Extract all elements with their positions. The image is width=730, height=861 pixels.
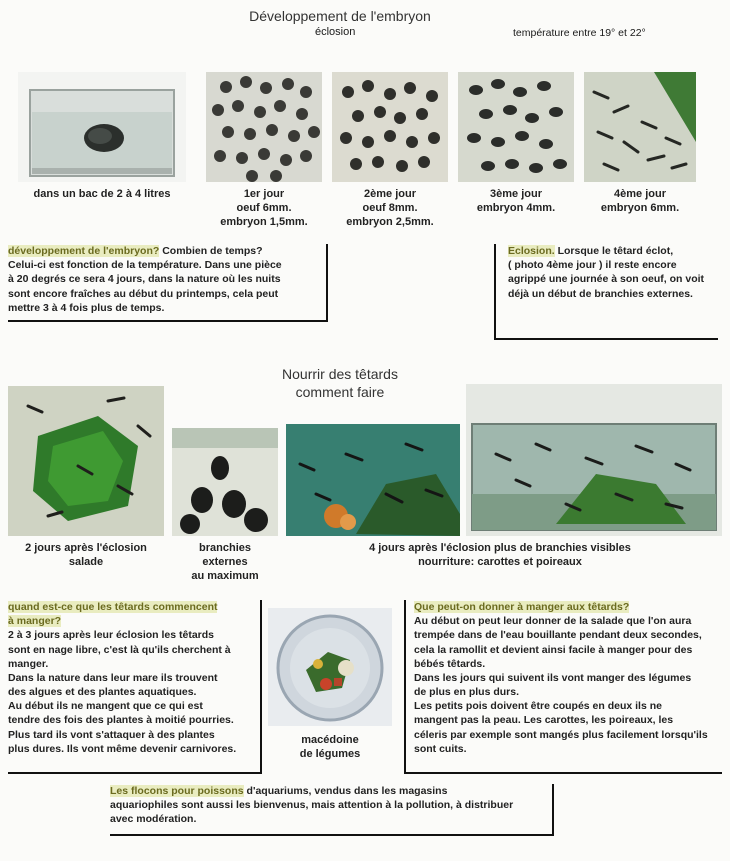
photo-carrots [286,424,460,536]
caption-tank: dans un bac de 2 à 4 litres [33,188,171,200]
photo-gills [172,428,278,536]
caption-day4: 4ème jour embryon 6mm. [600,188,680,214]
caption-day2: 2ème jour oeuf 8mm. embryon 2,5mm. [346,188,434,228]
development-line: Celui-ci est fonction de la température. Dans une pièce [8,259,282,272]
what-line: céleris par exemple sont mangés plus facilement lorsqu'ils [414,728,708,741]
box-when [8,600,262,774]
what-line: de plus en plus durs. [414,686,520,699]
when-line: Dans la nature dans leur mare ils trouvent [8,671,218,684]
development-heading: développement de l'embryon? [8,245,160,257]
caption-day3: 3ème jour embryon 4mm. [476,188,556,214]
what-line: Dans les jours qui suivent ils vont manger des légumes [414,671,692,684]
photo-macedoine [268,608,392,726]
when-line: Au début ils ne mangent que ce qui est [8,700,203,713]
caption-salad: 2 jours après l'éclosion salade [25,542,147,568]
what-line: bébés têtards. [414,657,486,670]
photo-salad [8,386,164,536]
eclosion-line: ( photo 4ème jour ) il reste encore [508,259,677,272]
temperature-note: température entre 19° et 22° [513,27,646,39]
when-line: des algues et des plantes aquatiques. [8,686,197,699]
development-line: mettre 3 à 4 fois plus de temps. [8,301,165,314]
caption-gills: branchies externes au maximum [191,542,259,582]
eclosion-line: déjà un début de branchies externes. [508,287,693,300]
what-line: sont cuits. [414,742,467,755]
section-title: Nourrir des têtards [282,366,398,382]
photo-eggs-day2 [332,72,448,182]
photo-tank [18,72,186,182]
caption-macedoine: macédoine de légumes [299,734,361,760]
when-line: Plus tard ils vont s'attaquer à des plantes [8,728,215,741]
caption-feeding: 4 jours après l'éclosion plus de branchies visibles nourriture: carottes et poireaux [369,542,631,568]
what-heading: Que peut-on donner à manger aux têtards? [414,601,630,613]
what-line: cela la ramollit et devient ainsi facile à manger pour des [414,643,693,656]
what-line: mangent pas la peau. Les carottes, les poireaux, les [414,714,674,727]
when-line: sont en nage libre, c'est là qu'ils cherchent à [8,643,231,656]
when-line: manger. [8,657,49,670]
flakes-line: aquariophiles sont aussi les bienvenus, mais attention à la pollution, à distribuer [110,799,514,812]
what-line: Au début on peut leur donner de la salade que l'on aura [414,615,692,628]
caption-day1: 1er jour oeuf 6mm. embryon 1,5mm. [220,188,308,228]
eclosion-heading: Eclosion. [508,245,555,257]
eclosion-line: agrippé une journée à son oeuf, on voit [508,273,705,286]
flakes-line: d'aquariums, vendus dans les magasins [246,785,448,797]
page-title: Développement de l'embryon [249,8,431,24]
when-line: tendre des fois des plantes à moitié pourries. [8,714,234,727]
photo-eggs-day1 [206,72,322,182]
when-heading: quand est-ce que les têtards commencent [8,601,218,613]
box-eclosion [494,244,718,340]
development-lead: Combien de temps? [162,245,263,257]
when-line: 2 à 3 jours après leur éclosion les têtards [8,629,215,642]
development-line: sont encore fraîches au début du printemps, cela peut [8,287,279,300]
section-subtitle: comment faire [295,384,385,400]
photo-aquarium [466,384,722,536]
what-line: trempée dans de l'eau bouillante pendant deux secondes, [414,629,702,642]
when-line: plus dures. Ils vont même devenir carnivores. [8,742,237,755]
box-flakes [110,784,554,836]
photo-tadpoles-day4 [584,72,696,182]
what-line: Les petits pois doivent être coupés en deux ils ne [414,700,662,713]
eclosion-line: Lorsque le têtard éclot, [557,245,674,257]
development-line: à 20 degrés ce sera 4 jours, dans la nature où les nuits [8,273,281,286]
box-development [8,244,328,322]
page-subtitle: éclosion [315,26,356,38]
flakes-heading: Les flocons pour poissons [110,785,244,797]
flakes-line: avec modération. [110,813,197,826]
box-what [404,600,722,774]
photo-embryo-day3 [458,72,574,182]
when-heading-2: à manger? [8,615,62,628]
